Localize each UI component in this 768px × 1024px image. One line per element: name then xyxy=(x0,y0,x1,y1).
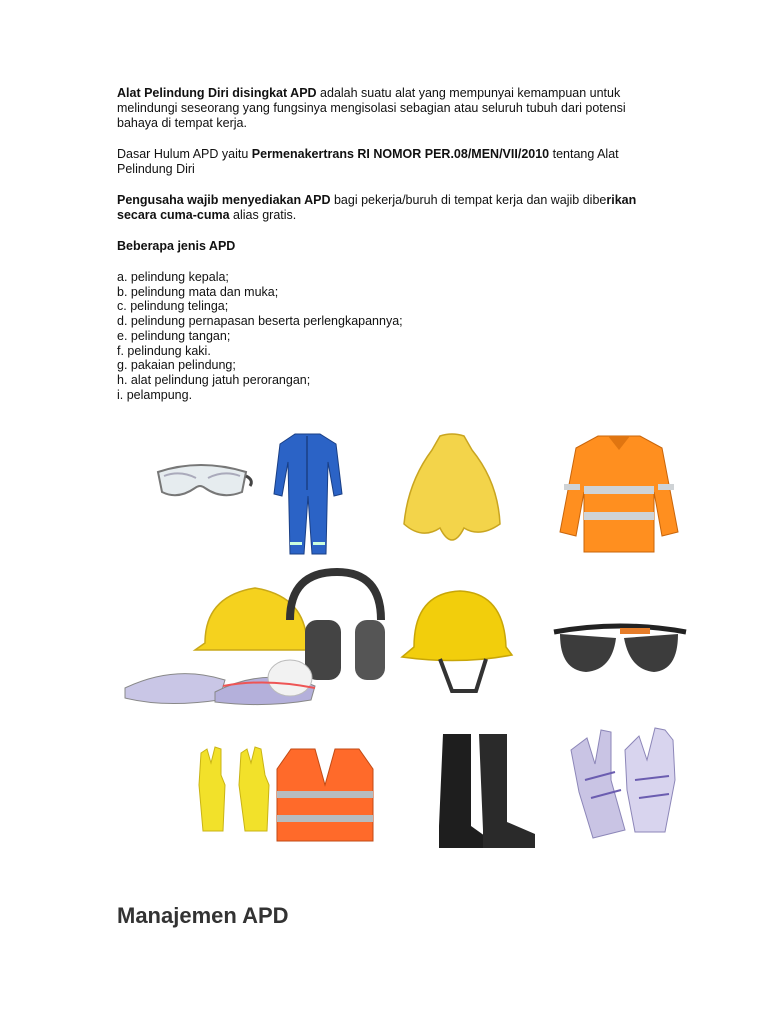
raincoat-icon xyxy=(400,432,505,554)
types-heading: Beberapa jenis APD xyxy=(117,239,236,253)
obligation-paragraph xyxy=(117,193,657,223)
hi-vis-shirt-icon xyxy=(558,432,680,554)
types-list xyxy=(117,270,657,402)
obligation-text-1: bagi pekerja/buruh di tempat kerja dan wajib dibe xyxy=(330,193,607,207)
sunglasses-icon xyxy=(550,620,690,685)
ppe-gallery xyxy=(110,420,700,860)
list-item: c. pelindung telinga; xyxy=(117,299,229,314)
ppe-set-icon xyxy=(115,568,385,708)
legal-text-2: tentang Alat Pelindung Diri xyxy=(117,147,619,176)
list-item: i. pelampung. xyxy=(117,387,193,402)
work-gloves-icon xyxy=(565,720,685,840)
list-item: a. pelindung kepala; xyxy=(117,270,229,284)
list-item: h. alat pelindung jatuh perorangan; xyxy=(117,372,311,387)
legal-regulation: Permenakertrans RI NOMOR PER.08/MEN/VII/2010 xyxy=(251,147,550,161)
section-title: Manajemen APD xyxy=(117,903,289,928)
list-item: g. pakaian pelindung; xyxy=(117,358,236,373)
legal-paragraph xyxy=(117,147,657,177)
obligation-bold-1: Pengusaha wajib menyediakan APD xyxy=(117,193,331,207)
intro-text: adalah suatu alat yang mempunyai kemampuan untuk melindungi seseorang yang fungsinya mengisolasi sebagian atau seluruh tubuh dari potensi bahaya di tempat kerja. xyxy=(117,86,626,130)
safety-vest-icon xyxy=(275,745,375,845)
coverall-icon xyxy=(270,430,345,558)
intro-paragraph xyxy=(117,86,657,131)
obligation-text-2: alias gratis. xyxy=(229,208,297,222)
safety-goggles-icon xyxy=(150,450,255,505)
list-item: b. pelindung mata dan muka; xyxy=(117,284,279,299)
list-item: d. pelindung pernapasan beserta perlengkapannya; xyxy=(117,314,403,329)
rubber-boots-icon xyxy=(435,730,540,850)
list-item: e. pelindung tangan; xyxy=(117,328,231,343)
rubber-gloves-icon xyxy=(195,745,275,835)
hard-hat-icon xyxy=(400,585,515,700)
list-item: f. pelindung kaki. xyxy=(117,343,211,358)
legal-text-1: Dasar Hulum APD yaitu xyxy=(117,147,252,161)
document-body xyxy=(117,86,657,402)
obligation-bold-2: rikan secara cuma-cuma xyxy=(117,193,637,222)
intro-bold: Alat Pelindung Diri disingkat APD xyxy=(117,86,317,100)
